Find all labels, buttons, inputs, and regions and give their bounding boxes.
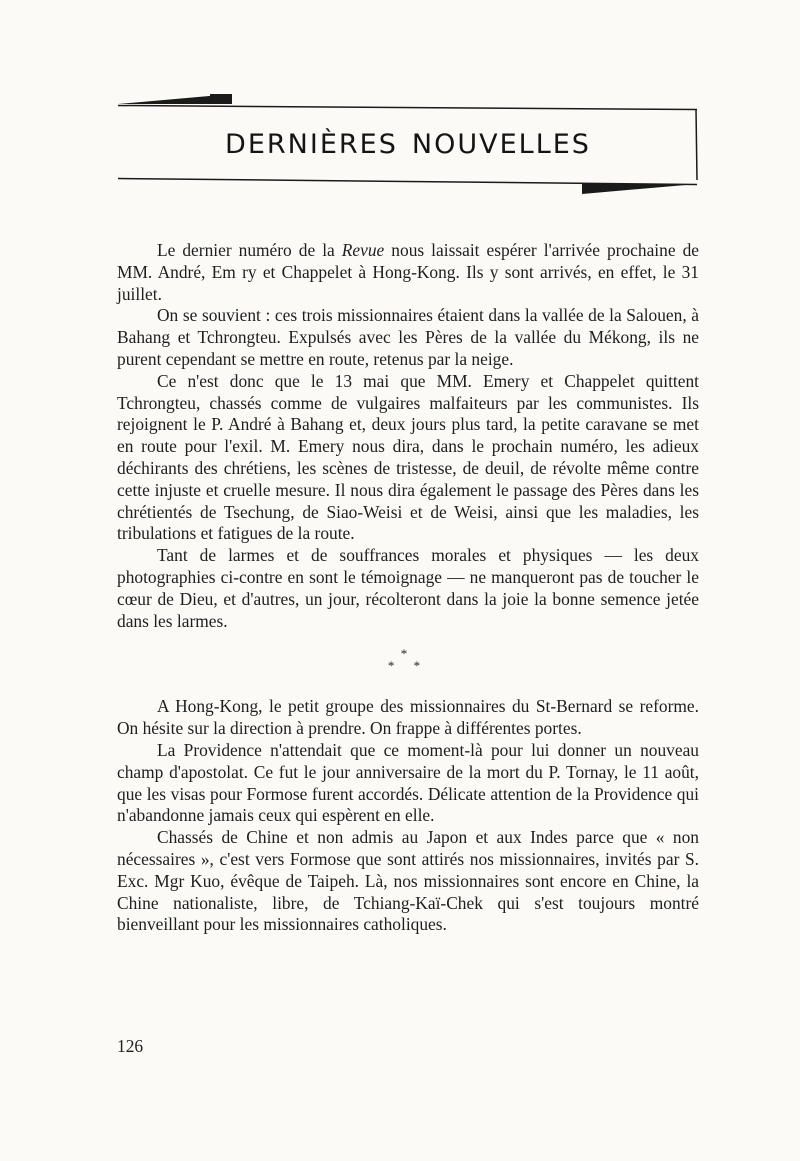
page-number: 126 xyxy=(117,1036,144,1056)
paragraph: A Hong-Kong, le petit groupe des missionnaires du St-Bernard se reforme. On hésite sur la direction à prendre. On frappe à différentes portes. xyxy=(117,696,699,739)
paragraph: La Providence n'attendait que ce moment-là pour lui donner un nouveau champ d'apostolat. Ce fut le jour anniversaire de la mort du P. Tornay, le 11 août, que les visas pour Formose furent accordés. Délicate attention de la Providence qui n'abandonne jamais ceux qui espèrent en elle. xyxy=(117,739,699,826)
article-body xyxy=(117,240,699,936)
revue-emphasis: Revue xyxy=(341,240,385,260)
paragraph: Tant de larmes et de souffrances morales et physiques — les deux photographies ci-contre en sont le témoignage — ne manqueront pas de toucher le cœur de Dieu, et d'autres, un jour, récolteront dans la joie la bonne semence jetée dans les larmes. xyxy=(117,545,699,631)
page-title: dernières nouvelles xyxy=(225,118,591,162)
paragraph: Ce n'est donc que le 13 mai que MM. Emery et Chappelet quittent Tchrongteu, chassés comme de vulgaires malfaiteurs par les communistes. Ils rejoignent le P. André à Bahang et, deux jours plus tard, la petite caravane se met en route pour l'exil. M. Emery nous dira, dans le prochain numéro, les adieux déchirants des chrétiens, les scènes de tristesse, de deuil, de révolte même contre cette injuste et cruelle mesure. Il nous dira également le passage des Pères dans les chrétientés de Tsechung, de Siao-Weisi et de Weisi, ainsi que les maladies, les tribulations et fatigues de la route. xyxy=(117,370,699,544)
header-frame-graphic xyxy=(0,0,800,200)
asterism-separator: * * * xyxy=(387,646,429,674)
paragraph: Chassés de Chine et non admis au Japon et aux Indes parce que « non nécessaires », c'est vers Formose que sont attirés nos missionnaires, invités par S. Exc. Mgr Kuo, évêque de Taipeh. Là, nos missionnaires sont encore en Chine, la Chine nationaliste, libre, de Tchiang-Kaï-Chek qui s'est toujours montré bienveillant pour les missionnaires catholiques. xyxy=(117,827,699,935)
paragraph: Le dernier numéro de la Revue nous laissait espérer l'arrivée prochaine de MM. André, Em ry et Chappelet à Hong-Kong. Ils y sont arrivés, en effet, le 31 juillet. xyxy=(117,240,699,304)
header-bottom-right-accent xyxy=(582,184,697,194)
paragraph: On se souvient : ces trois missionnaires étaient dans la vallée de la Salouen, à Bahang et Tchrongteu. Expulsés avec les Pères de la vallée du Mékong, ils ne purent cependant se mettre en route, retenus par la neige. xyxy=(117,305,699,369)
header-bottom-rule xyxy=(118,179,697,185)
header-top-left-block xyxy=(210,94,232,104)
header-top-rule xyxy=(118,106,697,110)
